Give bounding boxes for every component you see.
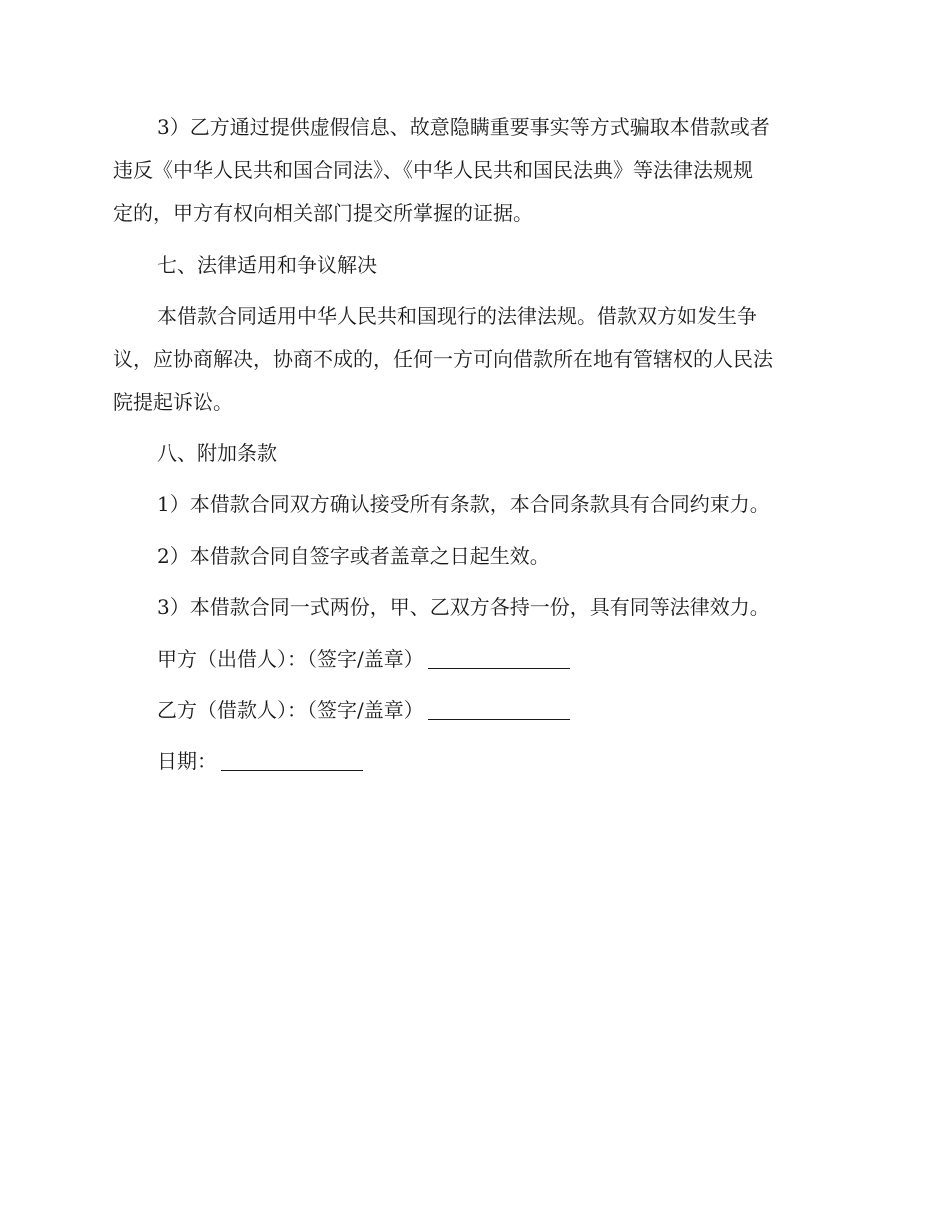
date-label: 日期：	[157, 749, 217, 773]
date-blank	[221, 750, 363, 771]
clause8-item2: 2）本借款合同自签字或者盖章之日起生效。	[157, 544, 550, 568]
clause6-item3-line1: 3）乙方通过提供虚假信息、故意隐瞒重要事实等方式骗取本借款或者	[157, 115, 770, 139]
party-b-label: 乙方（借款人）：（签字/盖章）	[157, 698, 424, 722]
clause6-item3-line2: 违反《中华人民共和国合同法》、《中华人民共和国民法典》等法律法规规	[113, 158, 753, 182]
clause7-body-line1: 本借款合同适用中华人民共和国现行的法律法规。借款双方如发生争	[157, 304, 757, 328]
clause7-body-line2: 议，应协商解决，协商不成的，任何一方可向借款所在地有管辖权的人民法	[113, 347, 773, 371]
clause8-heading: 八、附加条款	[157, 441, 277, 465]
party-a-label: 甲方（出借人）：（签字/盖章）	[157, 647, 424, 671]
party-a-signature-line	[157, 648, 570, 669]
clause6-item3-line3: 定的，甲方有权向相关部门提交所掌握的证据。	[113, 201, 533, 225]
party-b-signature-blank	[428, 699, 570, 720]
party-b-signature-line	[157, 699, 570, 720]
date-line	[157, 750, 363, 771]
clause8-item1: 1）本借款合同双方确认接受所有条款，本合同条款具有合同约束力。	[157, 492, 770, 516]
clause7-body-line3: 院提起诉讼。	[113, 390, 233, 414]
clause8-item3: 3）本借款合同一式两份，甲、乙双方各持一份，具有同等法律效力。	[157, 595, 770, 619]
party-a-signature-blank	[428, 648, 570, 669]
clause7-heading: 七、法律适用和争议解决	[157, 253, 377, 277]
